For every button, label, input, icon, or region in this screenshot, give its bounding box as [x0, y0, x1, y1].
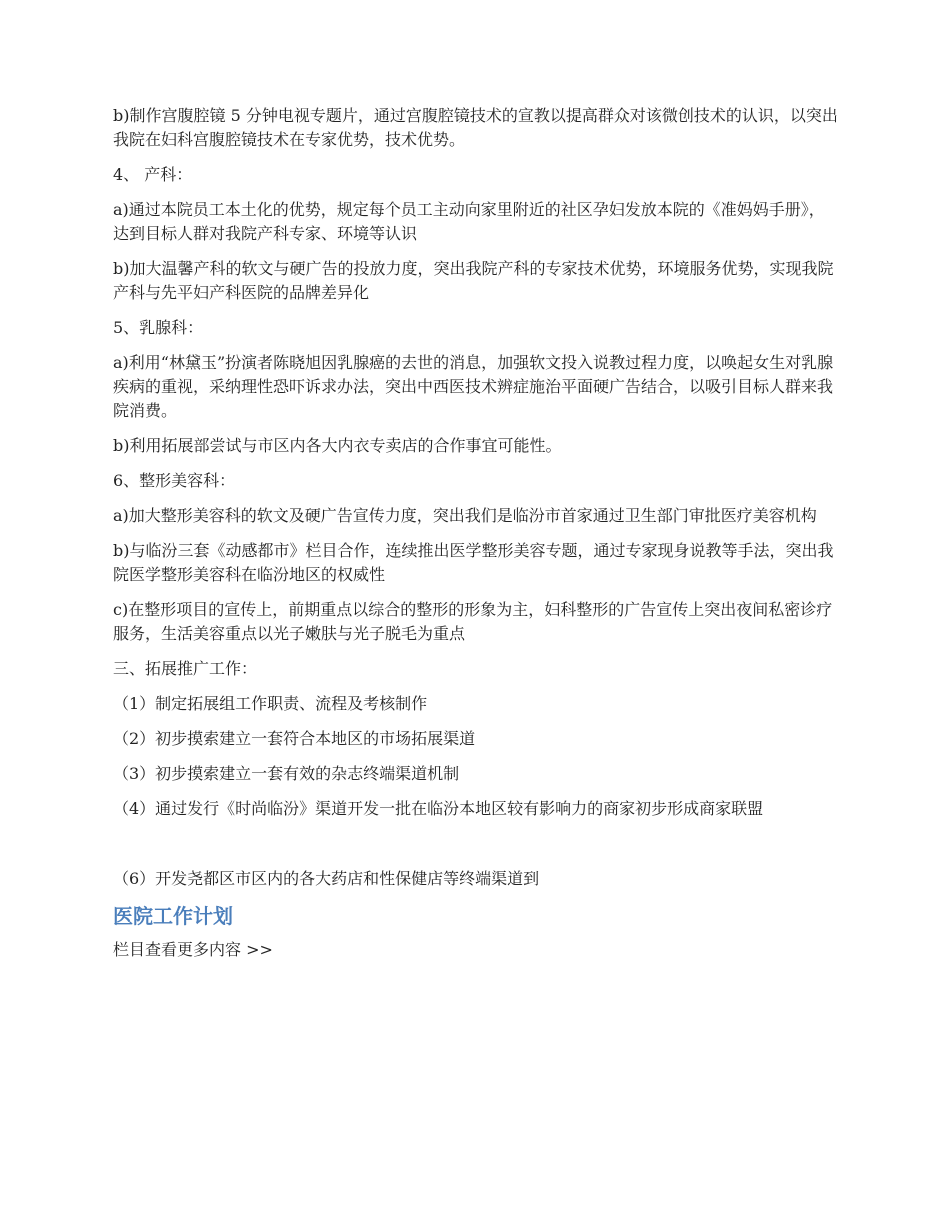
paragraph-gyn-video: b)制作宫腹腔镜 5 分钟电视专题片，通过宫腹腔镜技术的宣教以提高群众对该微创技术的认识，以突出我院在妇科宫腹腔镜技术在专家优势，技术优势。	[113, 106, 838, 149]
paragraph-cosmetic-c: c)在整形项目的宣传上，前期重点以综合的整形的形象为主，妇科整形的广告宣传上突出夜间私密诊疗服务，生活美容重点以光子嫩肤与光子脱毛为重点	[113, 600, 833, 643]
list-item-2: （2）初步摸索建立一套符合本地区的市场拓展渠道	[113, 729, 476, 748]
heading-cosmetic: 6、整形美容科：	[113, 471, 236, 490]
paragraph-breast-a: a)利用“林黛玉”扮演者陈晓旭因乳腺癌的去世的消息，加强软文投入说教过程力度，以唤起女生对乳腺疾病的重视，采纳理性恐吓诉求办法，突出中西医技术辨症施治平面硬广告结合，以吸引目标人群来我院消费。	[113, 353, 834, 420]
paragraph-obstetrics-a: a)通过本院员工本土化的优势，规定每个员工主动向家里附近的社区孕妇发放本院的《准妈妈手册》，达到目标人群对我院产科专家、环境等认识	[113, 200, 825, 243]
document-body	[113, 104, 838, 973]
paragraph-obstetrics-b: b)加大温馨产科的软文与硬广告的投放力度，突出我院产科的专家技术优势，环境服务优势，实现我院产科与先平妇产科医院的品牌差异化	[113, 259, 834, 302]
paragraph-breast-b: b)利用拓展部尝试与市区内各大内衣专卖店的合作事宜可能性。	[113, 436, 562, 455]
heading-obstetrics: 4、 产科：	[113, 165, 193, 184]
paragraph-cosmetic-b: b)与临汾三套《动感都市》栏目合作，连续推出医学整形美容专题，通过专家现身说教等手法，突出我院医学整形美容科在临汾地区的权威性	[113, 541, 834, 584]
section-title-link[interactable]: 医院工作计划	[113, 904, 233, 928]
heading-breast: 5、乳腺科：	[113, 318, 204, 337]
list-item-6: （6）开发尧都区市区内的各大药店和性保健店等终端渠道到	[113, 869, 540, 888]
list-item-3: （3）初步摸索建立一套有效的杂志终端渠道机制	[113, 764, 460, 783]
heading-expansion: 三、拓展推广工作：	[113, 659, 258, 678]
list-item-1: （1）制定拓展组工作职责、流程及考核制作	[113, 694, 428, 713]
list-item-4: （4）通过发行《时尚临汾》渠道开发一批在临汾本地区较有影响力的商家初步形成商家联盟	[113, 799, 764, 818]
more-content-link[interactable]: 栏目查看更多内容 >>	[113, 940, 273, 959]
paragraph-cosmetic-a: a)加大整形美容科的软文及硬广告宣传力度，突出我们是临汾市首家通过卫生部门审批医疗美容机构	[113, 506, 817, 525]
